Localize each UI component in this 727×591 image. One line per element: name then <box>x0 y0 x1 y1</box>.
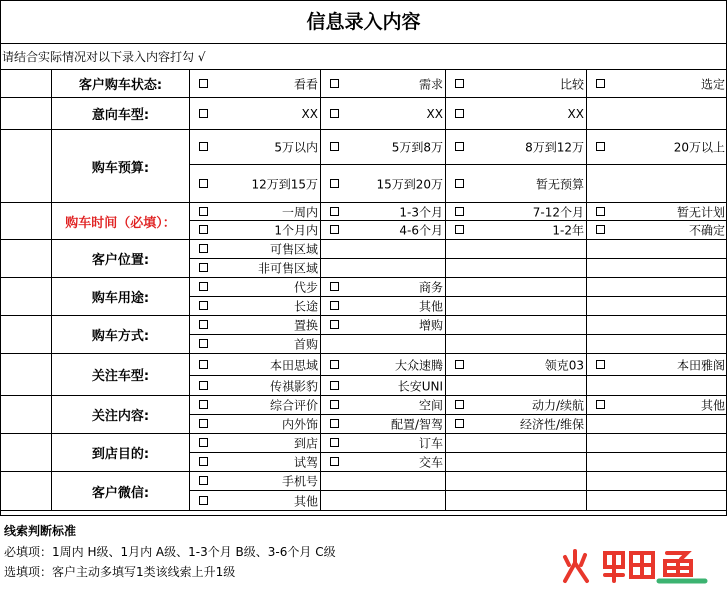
option-focus-content[interactable]: 综合评价 <box>190 396 321 415</box>
checkbox[interactable] <box>596 142 605 151</box>
option-visit[interactable]: 试驾 <box>190 453 321 472</box>
option-look[interactable]: 看看 <box>190 70 321 98</box>
option-focus-model[interactable]: 本田思域 <box>190 354 321 376</box>
label-status: 客户购车状态: <box>52 70 190 98</box>
row-method-1 <box>1 316 727 335</box>
checkbox[interactable] <box>199 320 208 329</box>
label-focus-model: 关注车型: <box>52 354 190 396</box>
row-budget-1 <box>1 130 727 165</box>
option-focus-model[interactable]: 领克03 <box>446 354 587 376</box>
brand-logo-icon <box>555 545 715 585</box>
option-time[interactable]: 1-2年 <box>446 221 587 240</box>
checkbox[interactable] <box>199 225 208 234</box>
option-location[interactable]: 非可售区域 <box>190 259 321 278</box>
checkbox[interactable] <box>330 301 339 310</box>
checkbox[interactable] <box>330 438 339 447</box>
checkbox[interactable] <box>199 207 208 216</box>
checkbox[interactable] <box>596 400 605 409</box>
checkbox[interactable] <box>330 282 339 291</box>
option-method[interactable]: 置换 <box>190 316 321 335</box>
option-focus-content[interactable]: 空间 <box>321 396 446 415</box>
option-budget[interactable]: 12万到15万 <box>190 165 321 203</box>
page-title: 信息录入内容 <box>0 0 727 44</box>
option-usage[interactable]: 其他 <box>321 297 446 316</box>
checkbox[interactable] <box>330 457 339 466</box>
option-method[interactable]: 首购 <box>190 335 321 354</box>
checkbox[interactable] <box>330 109 339 118</box>
checkbox[interactable] <box>199 142 208 151</box>
option-time[interactable]: 一周内 <box>190 203 321 221</box>
checkbox[interactable] <box>330 142 339 151</box>
checkbox[interactable] <box>596 225 605 234</box>
criteria-optional: 选填项：客户主动多填写1类该线索上升1级 <box>4 565 236 579</box>
label-location: 客户位置: <box>52 240 190 278</box>
checkbox[interactable] <box>455 142 464 151</box>
option-time[interactable]: 暂无计划 <box>587 203 727 221</box>
checkbox[interactable] <box>199 109 208 118</box>
option-budget[interactable]: 15万到20万 <box>321 165 446 203</box>
label-wechat: 客户微信: <box>52 472 190 511</box>
checkbox[interactable] <box>199 263 208 272</box>
option-compare[interactable]: 比较 <box>446 70 587 98</box>
option-decided[interactable]: 选定 <box>587 70 727 98</box>
checkbox[interactable] <box>455 360 464 369</box>
checkbox[interactable] <box>199 339 208 348</box>
label-model: 意向车型: <box>52 98 190 130</box>
label-method: 购车方式: <box>52 316 190 354</box>
option-method[interactable]: 增购 <box>321 316 446 335</box>
option-focus-content[interactable]: 其他 <box>587 396 727 415</box>
checkbox[interactable] <box>199 301 208 310</box>
label-usage: 购车用途: <box>52 278 190 316</box>
checkbox[interactable] <box>330 207 339 216</box>
checkbox[interactable] <box>330 320 339 329</box>
option-time[interactable]: 4-6个月 <box>321 221 446 240</box>
checkbox[interactable] <box>455 179 464 188</box>
option-focus-model[interactable]: 本田雅阁 <box>587 354 727 376</box>
checkbox[interactable] <box>330 360 339 369</box>
checkbox[interactable] <box>199 360 208 369</box>
checkbox[interactable] <box>330 419 339 428</box>
row-wechat-1 <box>1 472 727 491</box>
checkbox[interactable] <box>596 360 605 369</box>
option-visit[interactable]: 到店 <box>190 434 321 453</box>
checkbox[interactable] <box>199 282 208 291</box>
option-budget[interactable]: 5万以内 <box>190 130 321 165</box>
option-time[interactable]: 1个月内 <box>190 221 321 240</box>
option-model-3[interactable]: XX <box>446 98 587 130</box>
option-focus-model[interactable]: 传祺影豹 <box>190 376 321 396</box>
checkbox[interactable] <box>199 400 208 409</box>
label-budget: 购车预算: <box>52 130 190 203</box>
option-wechat[interactable]: 手机号 <box>190 472 321 491</box>
option-focus-content[interactable]: 配置/智驾 <box>321 415 446 434</box>
option-budget[interactable]: 8万到12万 <box>446 130 587 165</box>
checkbox[interactable] <box>455 109 464 118</box>
option-model-2[interactable]: XX <box>321 98 446 130</box>
checkbox[interactable] <box>199 179 208 188</box>
checkbox[interactable] <box>330 179 339 188</box>
option-wechat[interactable]: 其他 <box>190 491 321 511</box>
row-model <box>1 98 727 130</box>
option-focus-model[interactable]: 长安UNI <box>321 376 446 396</box>
option-time[interactable]: 不确定 <box>587 221 727 240</box>
option-usage[interactable]: 商务 <box>321 278 446 297</box>
checkbox[interactable] <box>330 79 339 88</box>
checkbox[interactable] <box>596 207 605 216</box>
label-time: 购车时间（必填）： <box>52 203 190 240</box>
row-focus-content-1 <box>1 396 727 415</box>
option-focus-content[interactable]: 内外饰 <box>190 415 321 434</box>
checkbox[interactable] <box>330 381 339 390</box>
checkbox[interactable] <box>199 381 208 390</box>
row-time-1 <box>1 203 727 221</box>
option-focus-content[interactable]: 经济性/维保 <box>446 415 587 434</box>
option-usage[interactable]: 代步 <box>190 278 321 297</box>
checkbox[interactable] <box>199 419 208 428</box>
option-budget[interactable]: 暂无预算 <box>446 165 587 203</box>
checkbox[interactable] <box>199 476 208 485</box>
checkbox[interactable] <box>455 419 464 428</box>
row-location-1 <box>1 240 727 259</box>
checkbox[interactable] <box>455 79 464 88</box>
option-focus-model[interactable]: 大众速腾 <box>321 354 446 376</box>
row-visit-1 <box>1 434 727 453</box>
row-usage-1 <box>1 278 727 297</box>
option-time[interactable]: 1-3个月 <box>321 203 446 221</box>
option-need[interactable]: 需求 <box>321 70 446 98</box>
criteria-required: 必填项：1周内 H级、1月内 A级、1-3个月 B级、3-6个月 C级 <box>4 545 336 559</box>
option-budget[interactable]: 5万到8万 <box>321 130 446 165</box>
instruction-text: 请结合实际情况对以下录入内容打勾 √ <box>2 50 206 64</box>
option-time[interactable]: 7-12个月 <box>446 203 587 221</box>
checkbox[interactable] <box>199 79 208 88</box>
checkbox[interactable] <box>596 79 605 88</box>
checkbox[interactable] <box>199 244 208 253</box>
checkbox[interactable] <box>455 225 464 234</box>
label-focus-content: 关注内容: <box>52 396 190 434</box>
option-usage[interactable]: 长途 <box>190 297 321 316</box>
option-visit[interactable]: 订车 <box>321 434 446 453</box>
option-model-1[interactable]: XX <box>190 98 321 130</box>
option-location[interactable]: 可售区域 <box>190 240 321 259</box>
row-status <box>1 70 727 98</box>
checkbox[interactable] <box>455 400 464 409</box>
checkbox[interactable] <box>199 438 208 447</box>
checkbox[interactable] <box>199 457 208 466</box>
checkbox[interactable] <box>455 207 464 216</box>
entry-table <box>0 69 727 511</box>
label-visit: 到店目的: <box>52 434 190 472</box>
checkbox[interactable] <box>330 400 339 409</box>
checkbox[interactable] <box>199 496 208 505</box>
option-visit[interactable]: 交车 <box>321 453 446 472</box>
row-focus-model-1 <box>1 354 727 376</box>
criteria-title: 线索判断标准 <box>4 524 77 538</box>
option-budget[interactable]: 20万以上 <box>587 130 727 165</box>
checkbox[interactable] <box>330 225 339 234</box>
option-focus-content[interactable]: 动力/续航 <box>446 396 587 415</box>
